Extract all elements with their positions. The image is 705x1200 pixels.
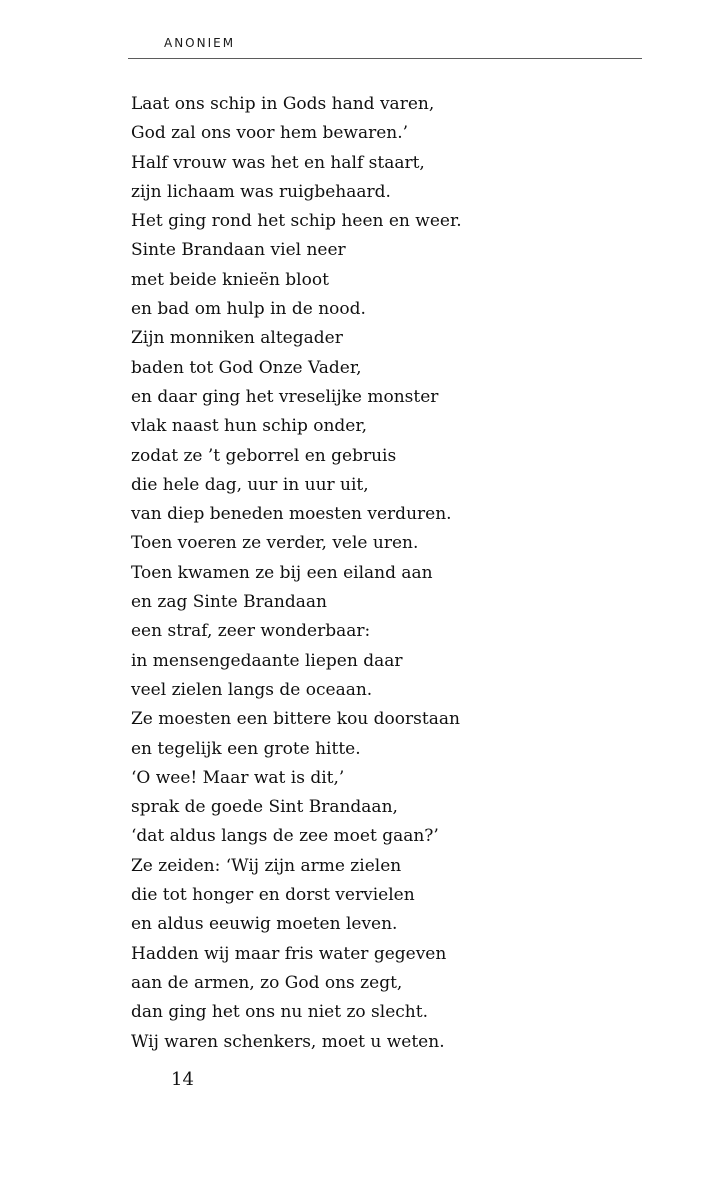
- poem-line: die tot honger en dorst vervielen: [131, 885, 415, 906]
- poem-line: en zag Sinte Brandaan: [131, 592, 327, 613]
- poem-line: en bad om hulp in de nood.: [131, 299, 366, 320]
- header-rule: [128, 58, 642, 59]
- poem-line: Het ging rond het schip heen en weer.: [131, 211, 462, 232]
- poem-line: God zal ons voor hem bewaren.’: [131, 123, 409, 144]
- running-header: ANONIEM: [164, 36, 236, 50]
- poem-line: aan de armen, zo God ons zegt,: [131, 972, 403, 993]
- poem-line: met beide knieën bloot: [131, 269, 329, 290]
- poem-line: dan ging het ons nu niet zo slecht.: [131, 1002, 428, 1023]
- poem-line: ‘dat aldus langs de zee moet gaan?’: [131, 826, 439, 847]
- poem-line: Laat ons schip in Gods hand varen,: [131, 94, 435, 114]
- poem-line: in mensengedaante liepen daar: [131, 650, 403, 671]
- poem-line: van diep beneden moesten verduren.: [131, 504, 452, 525]
- poem-line: ‘O wee! Maar wat is dit,’: [131, 767, 345, 788]
- poem-line: een straf, zeer wonderbaar:: [131, 621, 371, 642]
- poem-line: zijn lichaam was ruigbehaard.: [131, 181, 391, 202]
- poem-line: baden tot God Onze Vader,: [131, 357, 362, 378]
- poem-line: Zijn monniken altegader: [131, 328, 343, 349]
- poem-line: Toen kwamen ze bij een eiland aan: [131, 562, 433, 583]
- poem-line: Hadden wij maar fris water gegeven: [131, 943, 447, 964]
- poem-line: die hele dag, uur in uur uit,: [131, 474, 369, 495]
- poem-line: Wij waren schenkers, moet u weten.: [131, 1031, 445, 1052]
- poem-line: Toen voeren ze verder, vele uren.: [131, 533, 419, 554]
- poem-line: zodat ze ’t geborrel en gebruis: [131, 445, 397, 466]
- poem-text: [131, 90, 601, 1057]
- page-number: 14: [171, 1069, 194, 1090]
- poem-line: veel zielen langs de oceaan.: [131, 679, 373, 700]
- poem-line: vlak naast hun schip onder,: [131, 416, 368, 437]
- poem-line: Sinte Brandaan viel neer: [131, 240, 346, 261]
- poem-line: Half vrouw was het en half staart,: [131, 152, 425, 173]
- poem-line: sprak de goede Sint Brandaan,: [131, 797, 398, 818]
- poem-line: en tegelijk een grote hitte.: [131, 738, 361, 759]
- poem-line: en daar ging het vreselijke monster: [131, 386, 439, 407]
- poem-line: en aldus eeuwig moeten leven.: [131, 914, 398, 935]
- poem-line: Ze zeiden: ‘Wij zijn arme zielen: [131, 855, 402, 876]
- poem-line: Ze moesten een bittere kou doorstaan: [131, 709, 460, 730]
